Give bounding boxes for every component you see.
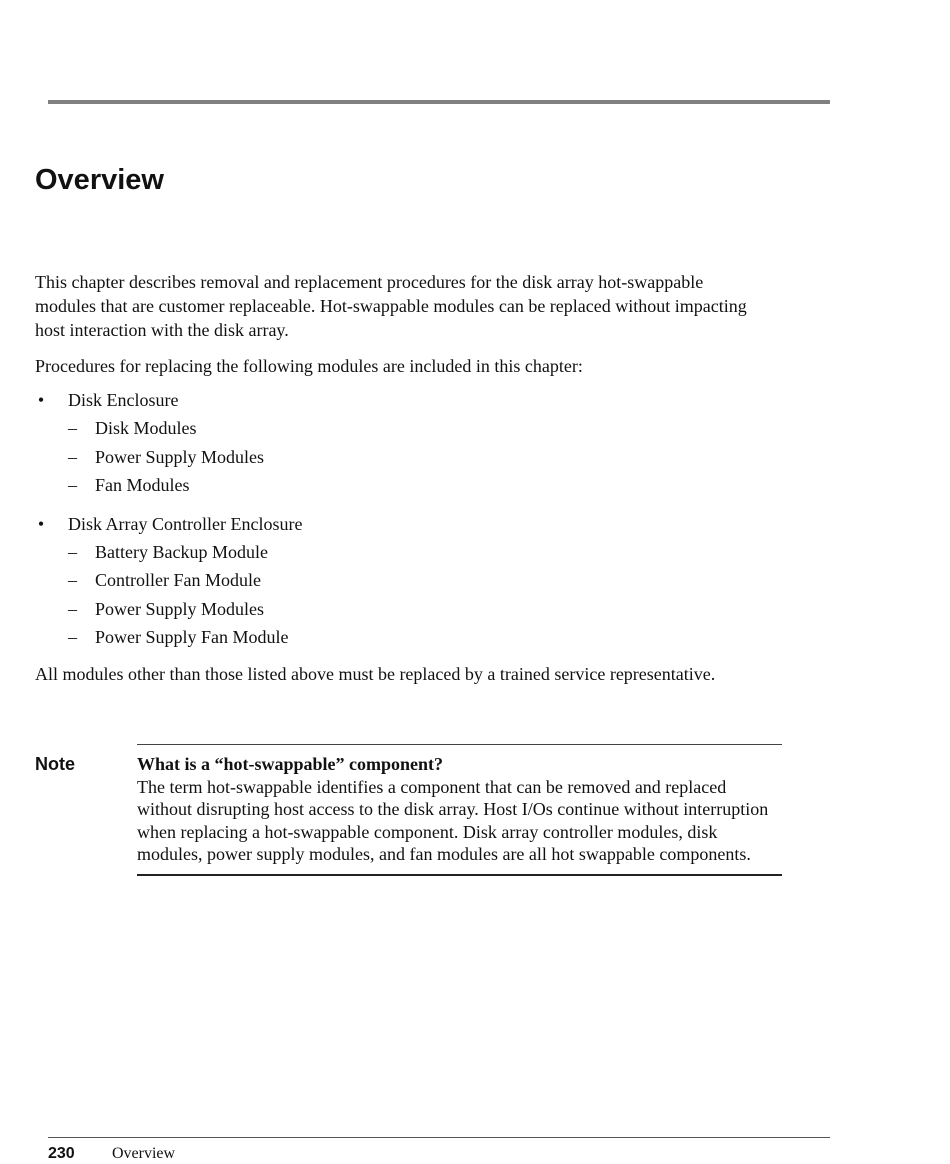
sub-list-item-label: Disk Modules — [95, 418, 197, 438]
list-item-label: Disk Enclosure — [68, 390, 179, 410]
list-item-label: Disk Array Controller Enclosure — [68, 513, 303, 534]
sub-list-item-label: Controller Fan Module — [95, 570, 261, 590]
dash-icon: – — [68, 446, 77, 467]
dash-icon: – — [68, 598, 77, 619]
dash-icon: – — [68, 541, 77, 562]
sub-list — [68, 538, 755, 652]
list-item — [35, 510, 755, 652]
sub-list-item — [68, 566, 755, 595]
note-label: Note — [35, 754, 75, 774]
sub-list-item-label: Power Supply Fan Module — [95, 627, 289, 647]
sub-list-item — [68, 538, 755, 567]
dash-icon: – — [68, 418, 77, 438]
dash-icon: – — [68, 475, 77, 495]
sub-list-item-label: Power Supply Modules — [95, 446, 265, 467]
sub-list-item-label: Battery Backup Module — [95, 541, 268, 562]
note-text: The term hot-swappable identifies a component that can be removed and replaced without disrupting host access to the disk array. Host I/Os continue without interruption when replacing a hot-swappable component. Disk array controller modules, disk modules, power supply modules, and fan modules are all hot swappable components. — [137, 776, 769, 864]
bullet-icon: • — [37, 513, 45, 534]
sub-list-item-label: Power Supply Modules — [95, 598, 265, 619]
procedures-paragraph: Procedures for replacing the following modules are included in this chapter: — [35, 356, 583, 376]
footer-section-title: Overview — [112, 1145, 176, 1162]
footer-rule — [48, 1137, 830, 1138]
page-number: 230 — [48, 1145, 75, 1162]
dash-icon: – — [68, 570, 77, 590]
note-box — [137, 744, 782, 876]
page-title: Overview — [35, 164, 164, 196]
intro-paragraph: This chapter describes removal and replacement procedures for the disk array hot-swappable modules that are customer replaceable. Hot-swappable modules can be replaced without impacting host interaction with the disk array. — [35, 272, 747, 340]
bullet-icon: • — [37, 390, 45, 410]
dash-icon: – — [68, 627, 77, 647]
note-heading: What is a “hot-swappable” component? — [137, 754, 444, 774]
body-content — [35, 270, 755, 686]
closing-paragraph: All modules other than those listed above must be replaced by a trained service representative. — [35, 663, 716, 684]
list-item — [35, 386, 755, 500]
sub-list-item — [68, 443, 755, 472]
sub-list-item — [68, 623, 755, 652]
sub-list-item — [68, 414, 755, 443]
module-list — [35, 386, 755, 652]
sub-list-item — [68, 471, 755, 500]
header-rule — [48, 100, 830, 104]
sub-list-item — [68, 595, 755, 624]
sub-list — [68, 414, 755, 500]
sub-list-item-label: Fan Modules — [95, 475, 190, 495]
